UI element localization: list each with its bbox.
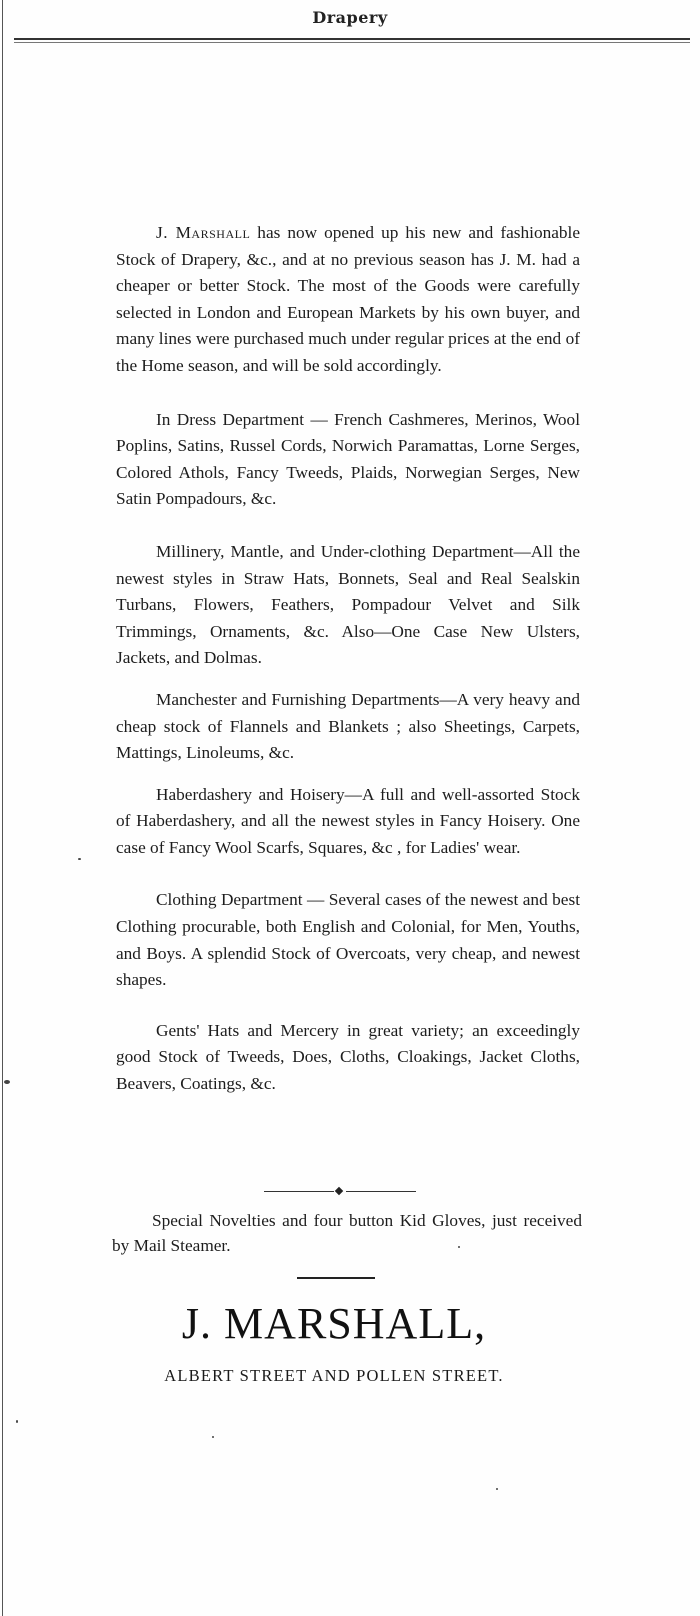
scan-speck	[212, 1436, 214, 1438]
gents-hats-mercery-paragraph: Gents' Hats and Mercery in great variety; an exceedingly good Stock of Tweeds, Does, Cloths, Cloakings, Jacket Cloths, Beavers, Coatings, &c.	[116, 1020, 580, 1094]
header-rule-thin	[14, 42, 690, 43]
diamond-icon	[335, 1187, 343, 1195]
scan-speck	[4, 1080, 10, 1084]
special-note-text: Special Novelties and four button Kid Gloves, just received by Mail Steamer.	[112, 1211, 582, 1255]
special-note	[112, 1208, 582, 1258]
short-divider-rule	[297, 1277, 375, 1279]
clothing-department-paragraph: Clothing Department — Several cases of the newest and best Clothing procurable, both English and Colonial, for Men, Youths, and Boys. A splendid Stock of Overcoats, very cheap, and newest shapes.	[116, 890, 580, 990]
advertisement-body	[116, 220, 580, 1098]
merchant-address: ALBERT STREET AND POLLEN STREET.	[164, 1366, 504, 1385]
merchant-small-caps: J. Marshall	[156, 223, 251, 242]
header-rule-thick	[14, 38, 690, 40]
intro-text: has now opened up his new and fashionable Stock of Drapery, &c., and at no previous season has J. M. had a cheaper or better Stock. The most of the Goods were carefully selected in London and European Markets by his own buyer, and many lines were purchased much under regular prices at the end of the Home season, and will be sold accordingly.	[116, 223, 581, 375]
scan-speck	[496, 1488, 498, 1490]
scan-speck	[458, 1246, 460, 1248]
scan-speck	[78, 858, 81, 860]
dress-department-paragraph: In Dress Department — French Cashmeres, Merinos, Wool Poplins, Satins, Russel Cords, Norwich Paramattas, Lorne Serges, Colored Athols, Fancy Tweeds, Plaids, Norwegian Serges, New Satin Pompadours, &c.	[116, 409, 580, 509]
running-head-title: Drapery	[312, 8, 388, 27]
millinery-department-paragraph: Millinery, Mantle, and Under-clothing Department—All the newest styles in Straw Hats, Bonnets, Seal and Real Sealskin Turbans, Flowers, Feathers, Pompadour Velvet and Silk Trimmings, Ornaments, &c. Also—One Case New Ulsters, Jackets, and Dolmas.	[116, 541, 580, 668]
diamond-ornament-divider	[264, 1188, 416, 1196]
merchant-name: J. MARSHALL,	[181, 1299, 487, 1348]
scan-speck	[16, 1420, 18, 1423]
ornament-line-left	[264, 1191, 334, 1192]
intro-paragraph	[116, 220, 580, 380]
haberdashery-hoisery-paragraph: Haberdashery and Hoisery—A full and well-assorted Stock of Haberdashery, and all the newest styles in Fancy Hoisery. One case of Fancy Wool Scarfs, Squares, &c , for Ladies' wear.	[116, 784, 580, 857]
manchester-furnishing-paragraph: Manchester and Furnishing Departments—A very heavy and cheap stock of Flannels and Blankets ; also Sheetings, Carpets, Mattings, Linoleums, &c.	[116, 689, 580, 763]
ornament-line-right	[346, 1191, 416, 1192]
